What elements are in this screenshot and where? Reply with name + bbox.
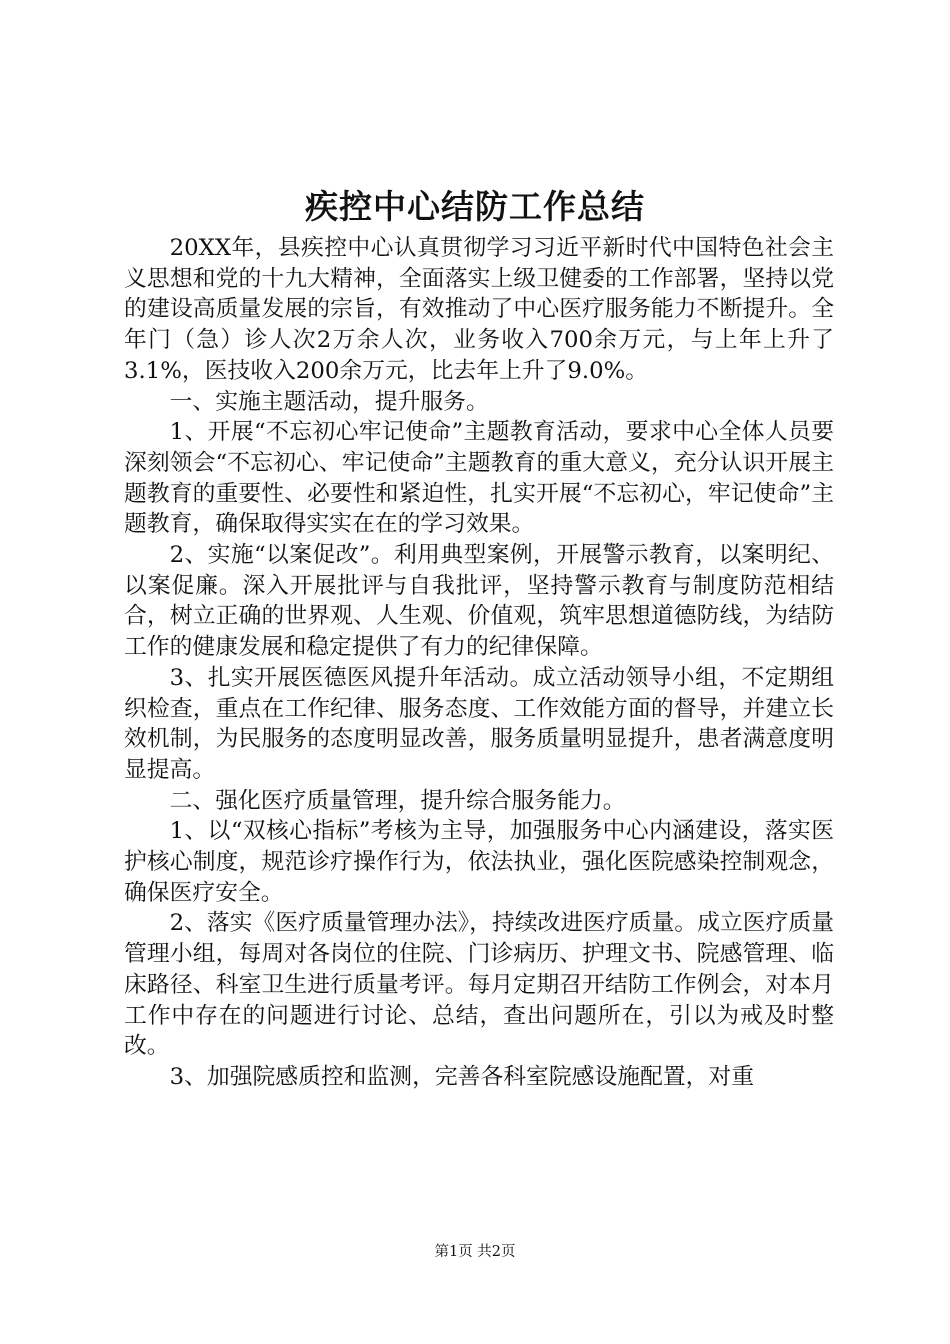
paragraph: 3、加强院感质控和监测，完善各科室院感设施配置，对重 bbox=[169, 1063, 755, 1090]
paragraph: 1、以“双核心指标”考核为主导，加强服务中心内涵建设，落实医护核心制度，规范诊疗操作行为，依法执业，强化医院感染控制观念，确保医疗安全。 bbox=[124, 818, 834, 906]
intro-paragraph: 20XX年，县疾控中心认真贯彻学习习近平新时代中国特色社会主义思想和党的十九大精神，全面落实上级卫健委的工作部署，坚持以党的建设高质量发展的宗旨，有效推动了中心医疗服务能力不断提升。全年门（急）诊人次2万余人次，业务收入700余万元，与上年上升了3.1%，医技收入200余万元，比去年上升了9.0%。 bbox=[124, 235, 834, 384]
document-title: 疾控中心结防工作总结 bbox=[305, 187, 645, 226]
section-heading-2: 二、强化医疗质量管理，提升综合服务能力。 bbox=[169, 787, 626, 814]
paragraph: 3、扎实开展医德医风提升年活动。成立活动领导小组，不定期组织检查，重点在工作纪律、服务态度、工作效能方面的督导，并建立长效机制，为民服务的态度明显改善，服务质量明显提升，患者满意度明显提高。 bbox=[124, 664, 834, 783]
document-body bbox=[124, 233, 834, 1093]
section-heading-1: 一、实施主题活动，提升服务。 bbox=[169, 388, 489, 415]
paragraph: 2、落实《医疗质量管理办法》，持续改进医疗质量。成立医疗质量管理小组，每周对各岗位的住院、门诊病历、护理文书、院感管理、临床路径、科室卫生进行质量考评。每月定期召开结防工作例会，对本月工作中存在的问题进行讨论、总结，查出问题所在，引以为戒及时整改。 bbox=[124, 910, 834, 1060]
paragraph: 2、实施“以案促改”。利用典型案例，开展警示教育，以案明纪、以案促廉。深入开展批评与自我批评，坚持警示教育与制度防范相结合，树立正确的世界观、人生观、价值观，筑牢思想道德防线，为结防工作的健康发展和稳定提供了有力的纪律保障。 bbox=[124, 542, 834, 661]
paragraph: 1、开展“不忘初心牢记使命”主题教育活动，要求中心全体人员要深刻领会“不忘初心、牢记使命”主题教育的重大意义，充分认识开展主题教育的重要性、必要性和紧迫性，扎实开展“不忘初心，牢记使命”主题教育，确保取得实实在在的学习效果。 bbox=[124, 419, 834, 538]
page-number-footer: 第1页 共2页 bbox=[434, 1244, 516, 1260]
